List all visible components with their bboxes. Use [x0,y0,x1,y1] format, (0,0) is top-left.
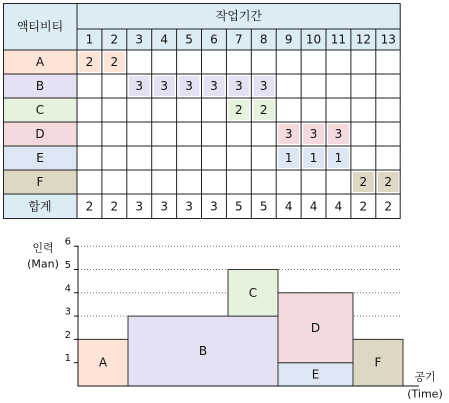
resource-block-label: E [311,367,320,382]
period-number: 4 [160,32,168,47]
total-value: 3 [185,199,193,214]
period-number: 13 [380,32,396,47]
resource-block-label: D [310,320,321,335]
schedule-table [3,3,401,219]
total-label: 합계 [28,199,52,214]
activity-name: F [36,175,44,189]
manpower-value: 2 [384,175,393,189]
y-tick-label: 6 [64,236,71,248]
total-value: 2 [85,199,94,214]
manpower-value: 3 [185,79,193,93]
manpower-value: 3 [284,127,293,141]
activity-name: C [35,103,45,117]
period-number: 5 [185,32,193,47]
total-value: 5 [235,199,243,214]
manpower-value: 2 [85,55,94,69]
resource-histogram [0,236,449,403]
period-number: 9 [284,32,293,47]
manpower-value: 2 [235,103,243,117]
period-header: 작업기간 [215,9,263,23]
period-number: 7 [235,32,243,47]
activity-name: E [36,151,44,165]
period-number: 1 [85,32,94,47]
activity-name: D [35,127,45,141]
manpower-value: 1 [284,151,293,165]
manpower-value: 2 [110,55,119,69]
total-value: 4 [309,199,318,214]
period-number: 8 [259,32,268,47]
activity-header: 액티비티 [16,19,64,34]
period-number: 11 [330,32,347,47]
total-value: 2 [384,199,393,214]
y-tick-label: 1 [64,353,71,365]
resource-block-label: A [98,355,108,370]
total-value: 3 [135,199,144,214]
y-tick-label: 5 [64,260,71,271]
activity-name: A [35,55,45,69]
period-number: 6 [210,32,218,47]
total-value: 4 [334,199,343,214]
total-value: 2 [110,199,119,214]
manpower-value: 1 [309,151,318,165]
manpower-value: 3 [160,79,168,93]
resource-block-label: C [248,285,258,300]
period-number: 2 [110,32,119,47]
manpower-value: 3 [334,127,343,141]
resource-block-label: B [198,344,208,359]
period-number: 12 [355,32,371,47]
manpower-value: 2 [359,175,368,189]
total-value: 2 [359,199,368,214]
total-value: 3 [210,199,218,214]
x-axis-unit: (Time) [407,387,443,401]
period-number: 3 [135,32,144,47]
x-axis-label: 공기 [414,370,436,384]
total-value: 5 [259,199,268,214]
manpower-value: 1 [334,151,343,165]
y-tick-label: 2 [64,329,71,341]
manpower-value: 3 [309,127,318,141]
resource-block-label: F [374,355,382,370]
manpower-value: 3 [235,79,243,93]
manpower-value: 3 [259,79,268,93]
manpower-value: 3 [135,79,144,93]
y-tick-label: 4 [64,283,71,295]
activity-name: B [35,79,45,93]
total-value: 3 [160,199,168,214]
manpower-value: 2 [259,103,268,117]
y-axis-unit: (Man) [27,257,59,271]
y-tick-label: 3 [64,306,71,318]
total-value: 4 [284,199,293,214]
period-number: 10 [305,32,322,47]
manpower-value: 3 [210,79,218,93]
y-axis-label: 인력 [32,241,54,255]
